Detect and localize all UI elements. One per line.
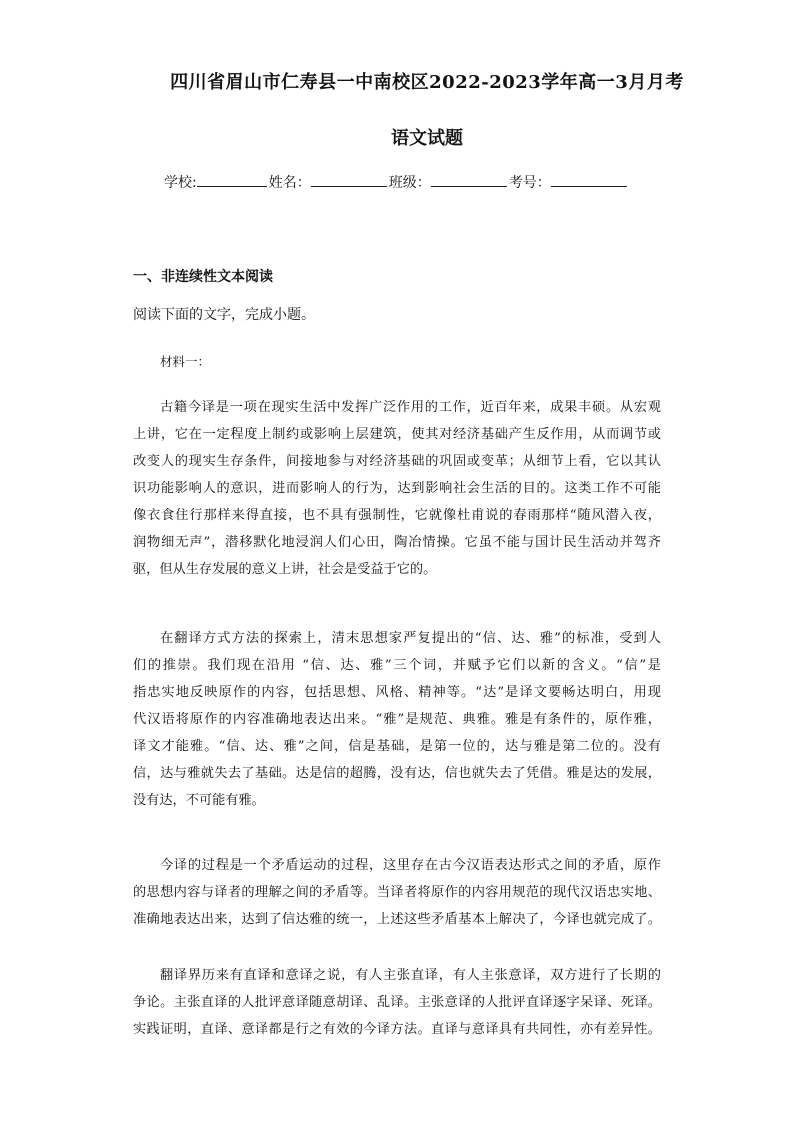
paragraph-line: 们的推崇。我们现在沿用 “信、达、雅”三个词，并赋予它们以新的含义。“信”是 <box>133 658 661 673</box>
paragraph-line: 指忠实地反映原作的内容，包括思想、风格、精神等。“达”是译文要畅达明白，用现 <box>133 685 661 700</box>
paragraph-line: 的思想内容与译者的理解之间的矛盾等。当译者将原作的内容用规范的现代汉语忠实地、 <box>133 885 661 900</box>
school-label: 学校: <box>164 175 197 191</box>
paragraph-line: 今译的过程是一个矛盾运动的过程，这里存在古今汉语表达形式之间的矛盾，原作 <box>160 858 661 873</box>
paragraph-line: 准确地表达出来，达到了信达雅的统一，上述这些矛盾基本上解决了，今译也就完成了。 <box>133 912 661 927</box>
paragraph-line: 代汉语将原作的内容准确地表达出来。“雅”是规范、典雅。雅是有条件的，原作雅， <box>133 712 661 727</box>
paragraph-line: 润物细无声”，潜移默化地浸润人们心田，陶冶情操。它虽不能与国计民生活动并驾齐 <box>133 535 661 550</box>
exam-no-blank[interactable] <box>551 172 627 187</box>
paragraph-line: 改变人的现实生存条件，间接地参与对经济基础的巩固或变革；从细节上看，它以其认 <box>133 454 661 469</box>
instruction-text: 阅读下面的文字，完成小题。 <box>133 307 315 323</box>
name-field <box>269 172 389 192</box>
exam-no-label: 考号： <box>508 175 551 191</box>
paragraph-line: 实践证明，直译、意译都是行之有效的今译方法。直译与意译具有共同性，亦有差异性。 <box>133 1022 661 1037</box>
paragraph-1 <box>133 394 661 583</box>
document-title: 四川省眉山市仁寿县一中南校区2022-2023学年高一3月月考 <box>170 72 684 93</box>
document-subtitle: 语文试题 <box>391 128 463 149</box>
paragraph-line: 在翻译方式方法的探索上，清末思想家严复提出的“信、达、雅”的标准，受到人 <box>160 631 661 646</box>
paragraph-line: 没有达，不可能有雅。 <box>133 793 265 808</box>
paragraph-2 <box>133 625 661 814</box>
class-blank[interactable] <box>431 172 507 187</box>
class-field <box>389 172 509 192</box>
paragraph-line: 上讲，它在一定程度上制约或影响上层建筑，使其对经济基础产生反作用，从而调节或 <box>133 427 661 442</box>
class-label: 班级： <box>388 175 431 191</box>
paragraph-line: 古籍今译是一项在现实生活中发挥广泛作用的工作，近百年来，成果丰硕。从宏观 <box>160 400 661 415</box>
material-label: 材料一： <box>160 354 211 369</box>
paragraph-3 <box>133 852 661 933</box>
name-label: 姓名： <box>268 175 311 191</box>
school-field <box>164 172 269 192</box>
paragraph-line: 识功能影响人的意识，进而影响人的行为，达到影响社会生活的目的。这类工作不可能 <box>133 481 661 496</box>
paragraph-4 <box>133 962 661 1043</box>
name-blank[interactable] <box>311 172 387 187</box>
paragraph-line: 翻译界历来有直译和意译之说，有人主张直译，有人主张意译，双方进行了长期的 <box>160 968 661 983</box>
school-blank[interactable] <box>197 172 267 187</box>
paragraph-line: 像衣食住行那样来得直接，也不具有强制性，它就像杜甫说的春雨那样“随风潜入夜， <box>133 508 661 523</box>
paragraph-line: 信，达与雅就失去了基础。达是信的超腾，没有达，信也就失去了凭借。雅是达的发展， <box>133 766 661 781</box>
student-info-row <box>164 172 629 192</box>
paragraph-line: 驱，但从生存发展的意义上讲，社会是受益于它的。 <box>133 562 437 577</box>
paragraph-line: 译文才能雅。“信、达、雅”之间，信是基础，是第一位的，达与雅是第二位的。没有 <box>133 739 661 754</box>
exam-no-field <box>509 172 629 192</box>
paragraph-line: 争论。主张直译的人批评意译随意胡译、乱译。主张意译的人批评直译逐字呆译、死译。 <box>133 995 661 1010</box>
section-heading: 一、非连续性文本阅读 <box>133 269 273 285</box>
